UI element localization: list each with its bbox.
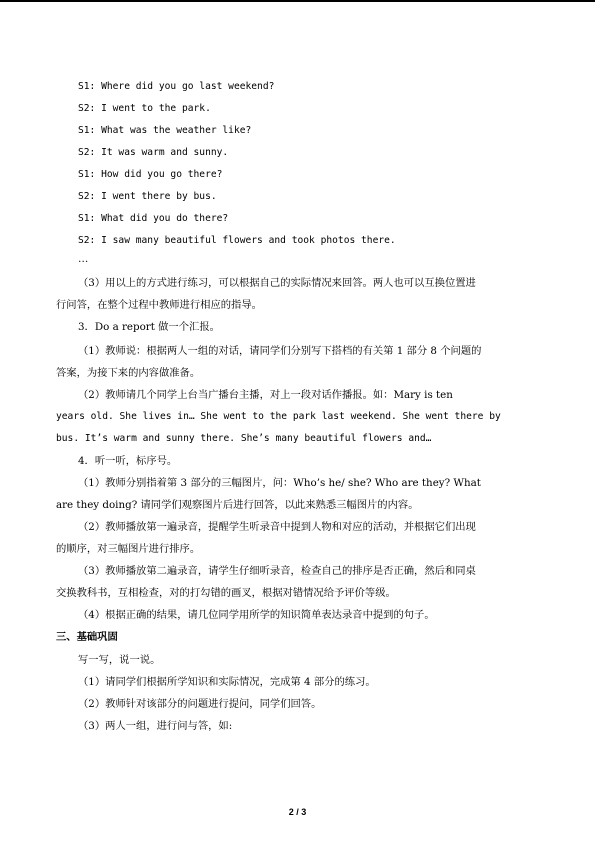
- paragraph-line: （4）根据正确的结果，请几位同学用所学的知识简单表达录音中提到的句子。: [78, 609, 435, 621]
- paragraph-line: （3）教师播放第二遍录音，请学生仔细听录音，检查自己的排序是否正确，然后和同桌: [78, 565, 476, 577]
- paragraph-line: （2）教师请几个同学上台当广播台主播，对上一段对话作播报。如：Mary is ten: [78, 389, 453, 401]
- header-rule: [0, 0, 595, 2]
- paragraph-line: 交换教科书，互相检查，对的打勾错的画叉，根据对错情况给予评价等级。: [56, 587, 396, 599]
- paragraph-line: （3）两人一组，进行问与答，如:: [78, 720, 233, 732]
- dialogue-line: S1: What did you do there?: [78, 213, 229, 224]
- paragraph-line: 行问答，在整个过程中教师进行相应的指导。: [56, 299, 262, 311]
- dialogue-line: S2: It was warm and sunny.: [78, 147, 229, 158]
- paragraph-line: 答案，为接下来的内容做准备。: [56, 367, 201, 379]
- paragraph-line: 的顺序，对三幅图片进行排序。: [56, 543, 201, 555]
- paragraph-line: （1）教师分别指着第 3 部分的三幅图片，问：Who’s he/ she? Who are they? What: [78, 477, 481, 489]
- paragraph-line: years old. She lives in… She went to the park last weekend. She went there by: [56, 411, 501, 422]
- paragraph-line: （1）请同学们根据所学知识和实际情况，完成第 4 部分的练习。: [78, 676, 376, 688]
- dialogue-line: S2: I went to the park.: [78, 103, 211, 114]
- dialogue-line: S1: What was the weather like?: [78, 125, 252, 136]
- dialogue-line: S1: How did you go there?: [78, 169, 223, 180]
- paragraph-line: （2）教师针对该部分的问题进行提问，同学们回答。: [78, 698, 322, 710]
- page-number: 2 / 3: [288, 807, 307, 817]
- dialogue-line: S2: I saw many beautiful flowers and took photos there.: [78, 235, 396, 246]
- dialogue-ellipsis: …: [78, 253, 89, 265]
- paragraph-line: bus. It’s warm and sunny there. She’s many beautiful flowers and…: [56, 433, 432, 444]
- section-heading: 三、基础巩固: [56, 631, 118, 643]
- paragraph-line: （1）教师说：根据两人一组的对话，请同学们分别写下搭档的有关第 1 部分 8 个问题的: [78, 345, 482, 357]
- paragraph-line: （3）用以上的方式进行练习，可以根据自己的实际情况来回答。两人也可以互换位置进: [78, 277, 476, 289]
- dialogue-line: S1: Where did you go last weekend?: [78, 81, 275, 92]
- step-heading: 4．听一听，标序号。: [78, 455, 178, 467]
- paragraph-line: （2）教师播放第一遍录音，提醒学生听录音中提到人物和对应的活动，并根据它们出现: [78, 521, 476, 533]
- step-heading: 3．Do a report 做一个汇报。: [78, 321, 220, 333]
- paragraph-line: are they doing? 请同学们观察图片后进行回答，以此来熟悉三幅图片的内容。: [56, 499, 419, 511]
- dialogue-line: S2: I went there by bus.: [78, 191, 217, 202]
- paragraph-line: 写一写，说一说。: [78, 654, 161, 666]
